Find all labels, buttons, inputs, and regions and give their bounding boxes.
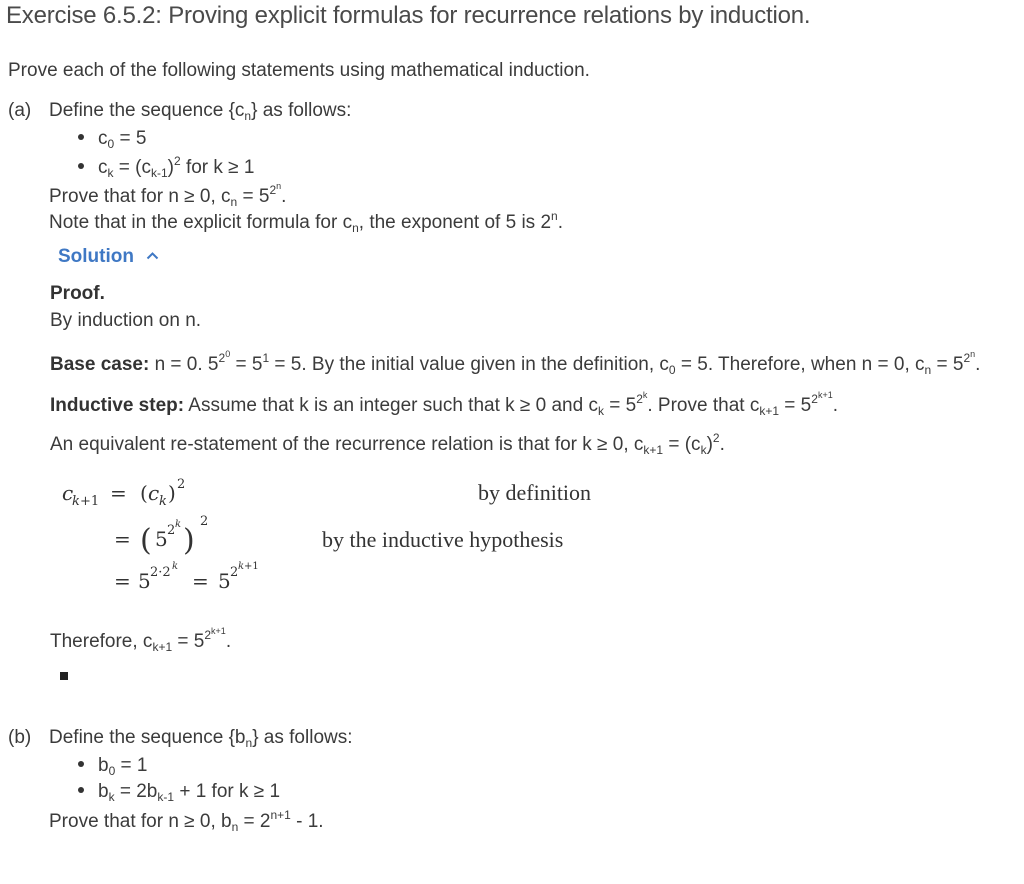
- svg-text:=: =: [110, 481, 127, 505]
- part-a-marker: (a): [8, 100, 32, 121]
- svg-text:k: k: [238, 561, 245, 572]
- part-b-bullet-initial: $b_0 = 1$: [78, 755, 148, 778]
- svg-text:=: =: [114, 527, 131, 551]
- svg-text:c: c: [62, 481, 74, 505]
- svg-text:2: 2: [167, 523, 176, 538]
- part-b-prove-statement: Prove that for n ≥ 0, $b_n = 2^{n+1} - 1$.: [49, 808, 324, 834]
- part-b-definition: Define the sequence $\{b_n\}$ as follows:: [49, 727, 353, 750]
- svg-text:5: 5: [138, 569, 151, 593]
- svg-text:5: 5: [155, 527, 168, 551]
- proof-heading: Proof.: [50, 283, 105, 304]
- svg-text:2: 2: [177, 477, 186, 492]
- derivation-equations: [0, 470, 330, 600]
- chevron-up-icon: [146, 251, 159, 260]
- exercise-title: Exercise 6.5.2: Proving explicit formulas for recurrence relations by induction.: [6, 2, 811, 29]
- svg-text:=: =: [192, 569, 209, 593]
- part-b-bullet-recurrence: $b_k = 2b_{k-1} + 1$ for k ≥ 1: [78, 781, 280, 804]
- svg-text:c: c: [148, 481, 160, 505]
- solution-label: Solution: [58, 246, 134, 267]
- part-a-definition: Define the sequence $\{c_n\}$ as follows:: [49, 100, 352, 123]
- part-a-prove-statement: Prove that for n ≥ 0, $c_n = 5^{2^n}$.: [49, 181, 287, 209]
- svg-text:(: (: [140, 481, 148, 505]
- equivalent-restatement: An equivalent re-statement of the recurrence relation is that for k ≥ 0, $c_{k+1} = (c_k)^2$.: [50, 431, 725, 457]
- svg-text:k: k: [175, 519, 182, 530]
- svg-text:k: k: [172, 561, 179, 572]
- part-b-marker: (b): [8, 727, 32, 748]
- svg-text:k: k: [159, 494, 167, 509]
- reason-inductive-hypothesis: by the inductive hypothesis: [322, 527, 564, 552]
- svg-text:): ): [183, 523, 195, 558]
- bullet-dot-icon: [78, 134, 84, 140]
- svg-text:5: 5: [218, 569, 231, 593]
- svg-text:2·2: 2·2: [150, 565, 171, 580]
- solution-toggle-button[interactable]: [58, 246, 159, 268]
- svg-text:+1: +1: [80, 494, 100, 509]
- part-a-note: Note that in the explicit formula for $c_n$, the exponent of 5 is 2$^n$.: [49, 209, 563, 235]
- bullet-dot-icon: [78, 787, 84, 793]
- inductive-step-paragraph: Inductive step: Assume that k is an integer such that k ≥ 0 and $c_k = 5^{2^k}$. Prove that $c_{k+1} = 5^{2^{k+1}}$.: [50, 390, 838, 418]
- svg-text:): ): [168, 481, 176, 505]
- qed-square-icon: [60, 672, 68, 680]
- svg-text:k: k: [72, 494, 80, 509]
- exercise-intro: Prove each of the following statements using mathematical induction.: [8, 60, 590, 81]
- svg-text:=: =: [114, 569, 131, 593]
- part-a-bullet-initial: $c_0 = 5$: [78, 128, 146, 151]
- part-a-bullet-recurrence: $c_k = (c_{k-1})^2$ for k ≥ 1: [78, 154, 254, 180]
- svg-text:2: 2: [230, 565, 239, 580]
- svg-text:2: 2: [200, 514, 209, 529]
- therefore-conclusion: Therefore, $c_{k+1} = 5^{2^{k+1}}$.: [50, 626, 232, 654]
- reason-by-definition: by definition: [478, 480, 592, 505]
- bullet-dot-icon: [78, 163, 84, 169]
- proof-by-induction: By induction on n.: [50, 310, 202, 331]
- bullet-dot-icon: [78, 761, 84, 767]
- svg-text:+1: +1: [244, 561, 259, 572]
- base-case-paragraph: Base case: n = 0. $5^{2^0} = 5^1 = 5$. By the initial value given in the definition, $c_0 = 5$. Therefore, when n = 0, $c_n = 5^{2^n}$.: [50, 349, 981, 377]
- svg-text:(: (: [140, 523, 152, 558]
